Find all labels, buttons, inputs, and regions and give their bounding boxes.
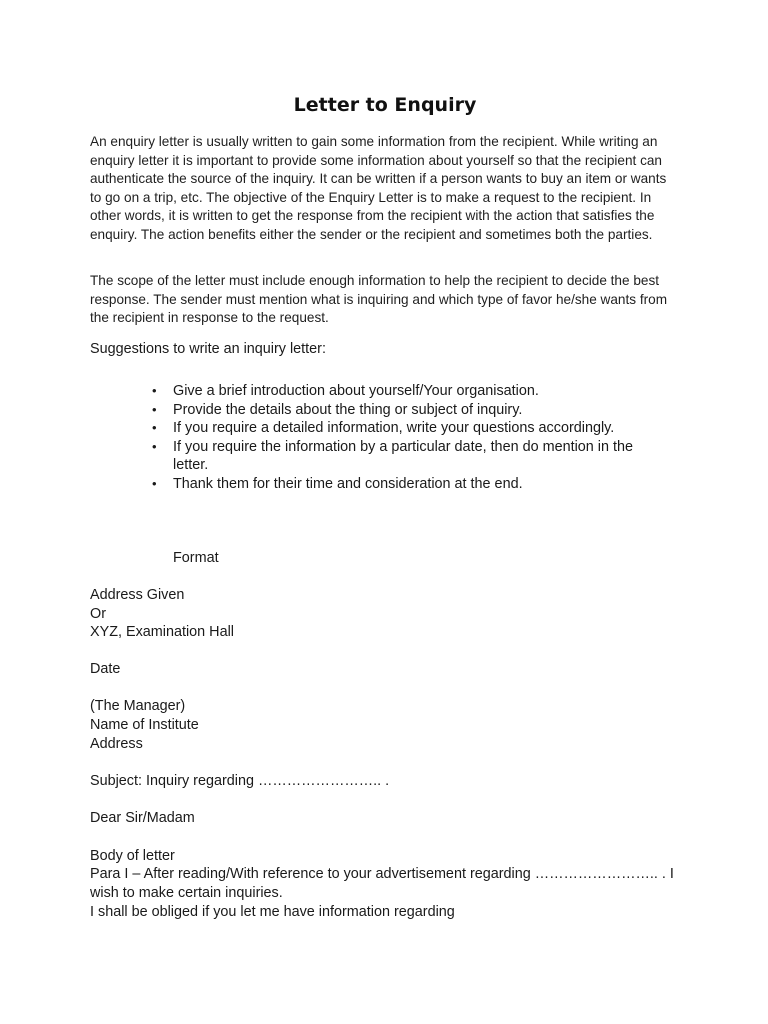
obliged-line: I shall be obliged if you let me have information regarding xyxy=(90,904,455,920)
institute-line: Name of Institute xyxy=(90,717,199,733)
recipient-address-line: Address xyxy=(90,736,143,752)
list-item xyxy=(152,475,672,494)
bullet-icon: • xyxy=(152,383,157,398)
document-title: Letter to Enquiry xyxy=(293,94,477,116)
address-given-line: Address Given xyxy=(90,587,185,603)
list-item xyxy=(152,438,672,475)
recipient-title-line: (The Manager) xyxy=(90,698,186,714)
bullet-icon: • xyxy=(152,401,157,417)
suggestions-heading: Suggestions to write an inquiry letter: xyxy=(90,341,326,357)
list-item-text: If you require the information by a particular date, then do mention in the letter. xyxy=(173,438,633,474)
bullet-icon: • xyxy=(152,420,157,436)
date-line: Date xyxy=(90,661,121,677)
intro-paragraph: An enquiry letter is usually written to gain some information from the recipient. While writing an enquiry letter it is important to provide some information about yourself so that the recipient can authenticate the source of the inquiry. It can be written if a person wants to buy an item or wants to go on a trip, etc. The objective of the Enquiry Letter is to make a request to the recipient. In other words, it is written to get the response from the recipient with the action that satisfies the enquiry. The action benefits either the sender or the recipient and sometimes both the parties. xyxy=(90,134,667,242)
or-line: Or xyxy=(90,606,106,622)
scope-paragraph: The scope of the letter must include enough information to help the recipient to decide the best response. The sender must mention what is inquiring and which type of favor he/she wants from the recipient in response to the request. xyxy=(90,273,668,326)
subject-line: Subject: Inquiry regarding …………………….. . xyxy=(90,773,390,789)
list-item-text: Provide the details about the thing or subject of inquiry. xyxy=(173,401,523,418)
suggestions-list xyxy=(152,382,672,494)
list-item-text: If you require a detailed information, write your questions accordingly. xyxy=(173,420,615,437)
exam-hall-line: XYZ, Examination Hall xyxy=(90,624,234,640)
list-item xyxy=(152,419,672,438)
list-item xyxy=(152,382,672,401)
body-label-line: Body of letter xyxy=(90,848,175,864)
bullet-icon: • xyxy=(152,438,157,454)
list-item xyxy=(152,401,672,420)
list-item-text: Thank them for their time and consideration at the end. xyxy=(173,475,523,492)
format-heading: Format xyxy=(173,550,219,566)
bullet-icon: • xyxy=(152,475,157,491)
para-one-line: Para I – After reading/With reference to your advertisement regarding …………………….. . I wish to make certain inquiries. xyxy=(90,866,674,901)
list-item-text: Give a brief introduction about yourself/Your organisation. xyxy=(173,383,539,399)
salutation-line: Dear Sir/Madam xyxy=(90,810,195,826)
